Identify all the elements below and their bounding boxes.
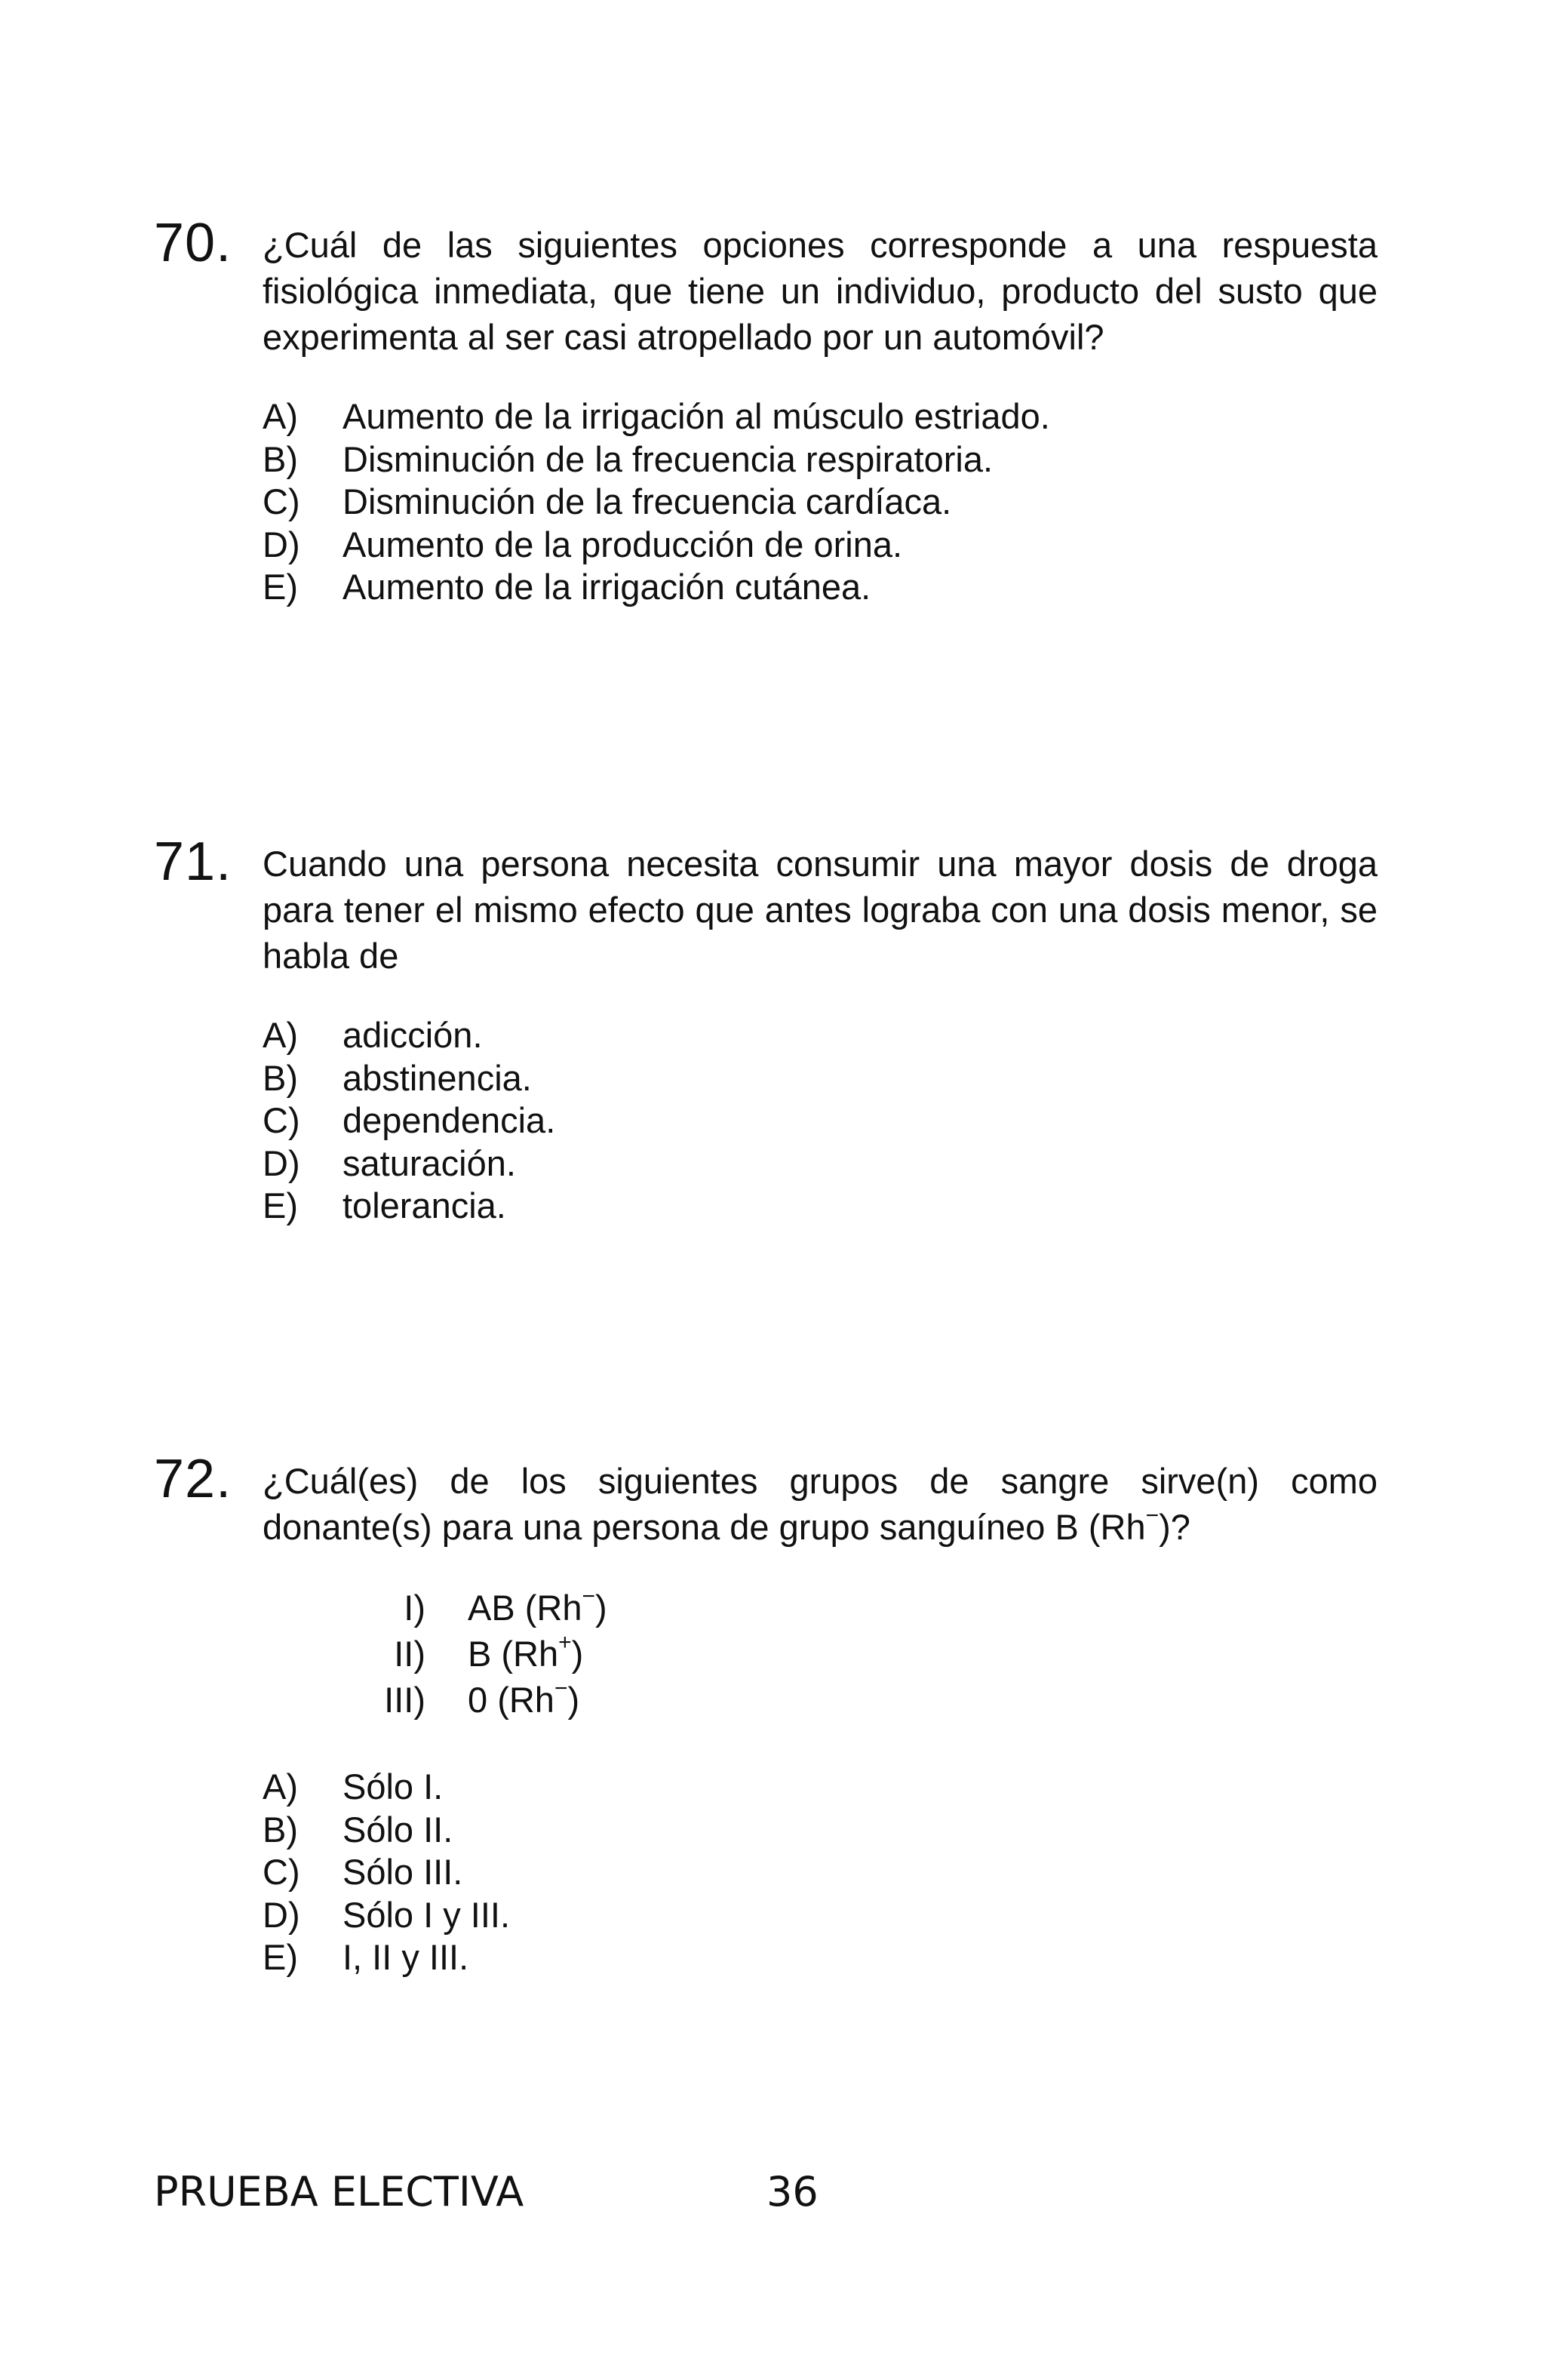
rh-sign: − (582, 1584, 596, 1609)
answer-option[interactable] (263, 1185, 555, 1228)
option-text: I, II y III. (342, 1937, 469, 1977)
option-letter: C) (263, 1100, 300, 1140)
question-number: 71. (154, 832, 232, 892)
statement-text: AB (Rh (468, 1588, 582, 1628)
option-text: adicción. (342, 1015, 483, 1055)
footer-exam-label: PRUEBA ELECTIVA (154, 2168, 524, 2215)
question-number: 72. (154, 1449, 232, 1509)
option-text: dependencia. (342, 1100, 556, 1140)
option-text: Sólo II. (342, 1809, 453, 1850)
option-letter: A) (263, 1767, 298, 1807)
answer-option[interactable] (263, 1099, 555, 1142)
answer-option[interactable] (263, 481, 1050, 524)
option-text: Disminución de la frecuencia cardíaca. (342, 481, 952, 521)
option-letter: B) (263, 1809, 298, 1850)
option-letter: B) (263, 1057, 298, 1098)
option-letter: E) (263, 567, 298, 607)
option-letter: D) (263, 1142, 300, 1183)
option-text: Sólo III. (342, 1852, 463, 1892)
question-text: ¿Cuál de las siguientes opciones corresponde a una respuesta fisiológica inmediata, que tiene un individuo, producto del susto que experimenta al ser casi atropellado por un automóvil? (263, 225, 1378, 357)
answer-option[interactable] (263, 438, 1050, 481)
option-text: Disminución de la frecuencia respiratoria. (342, 438, 994, 479)
answer-options (263, 1766, 510, 1979)
page-number: 36 (766, 2168, 819, 2215)
option-text: saturación. (342, 1142, 516, 1183)
statement-numeral: III) (384, 1680, 425, 1720)
rh-sign: + (558, 1630, 572, 1655)
option-letter: C) (263, 1852, 300, 1892)
statement-text-end: ) (567, 1680, 580, 1720)
statement-item (355, 1631, 607, 1677)
answer-option[interactable] (263, 395, 1050, 438)
option-text: Aumento de la producción de orina. (342, 524, 903, 564)
answer-option[interactable] (263, 1142, 555, 1185)
answer-option[interactable] (263, 1936, 510, 1979)
answer-option[interactable] (263, 1809, 510, 1852)
answer-options (263, 395, 1050, 609)
statement-item (355, 1585, 607, 1631)
option-letter: E) (263, 1937, 298, 1977)
option-text: Sólo I. (342, 1767, 444, 1807)
option-text: tolerancia. (342, 1185, 506, 1225)
option-letter: D) (263, 524, 300, 564)
answer-options (263, 1014, 555, 1228)
option-letter: A) (263, 396, 298, 436)
question-number: 70. (154, 213, 232, 273)
question-text-main: ¿Cuál(es) de los siguientes grupos de sangre sirve(n) como donante(s) para una persona de grupo sanguíneo B (Rh (263, 1461, 1378, 1547)
option-letter: C) (263, 481, 300, 521)
answer-option[interactable] (263, 524, 1050, 567)
question-text (263, 1458, 1378, 1550)
statement-text-end: ) (595, 1588, 607, 1628)
statement-text-end: ) (571, 1634, 584, 1674)
question-text: Cuando una persona necesita consumir una mayor dosis de droga para tener el mismo efecto que antes lograba con una dosis menor, se habla de (263, 844, 1378, 976)
statement-item (355, 1677, 607, 1723)
option-text: Aumento de la irrigación al músculo estriado. (342, 396, 1050, 436)
question-text-end: )? (1159, 1507, 1190, 1547)
option-letter: B) (263, 438, 298, 479)
answer-option[interactable] (263, 1014, 555, 1057)
option-letter: A) (263, 1015, 298, 1055)
rh-sign: − (554, 1676, 568, 1701)
option-text: abstinencia. (342, 1057, 532, 1098)
option-text: Sólo I y III. (342, 1894, 511, 1935)
answer-option[interactable] (263, 1851, 510, 1894)
answer-option[interactable] (263, 1766, 510, 1809)
answer-option[interactable] (263, 1057, 555, 1100)
statement-text: 0 (Rh (468, 1680, 554, 1720)
answer-option[interactable] (263, 566, 1050, 609)
answer-option[interactable] (263, 1894, 510, 1937)
option-letter: E) (263, 1185, 298, 1225)
roman-statements (355, 1585, 607, 1723)
option-letter: D) (263, 1894, 300, 1935)
statement-numeral: I) (404, 1588, 425, 1628)
statement-text: B (Rh (468, 1634, 559, 1674)
rh-sign: − (1145, 1503, 1160, 1528)
option-text: Aumento de la irrigación cutánea. (342, 567, 871, 607)
statement-numeral: II) (394, 1634, 425, 1674)
